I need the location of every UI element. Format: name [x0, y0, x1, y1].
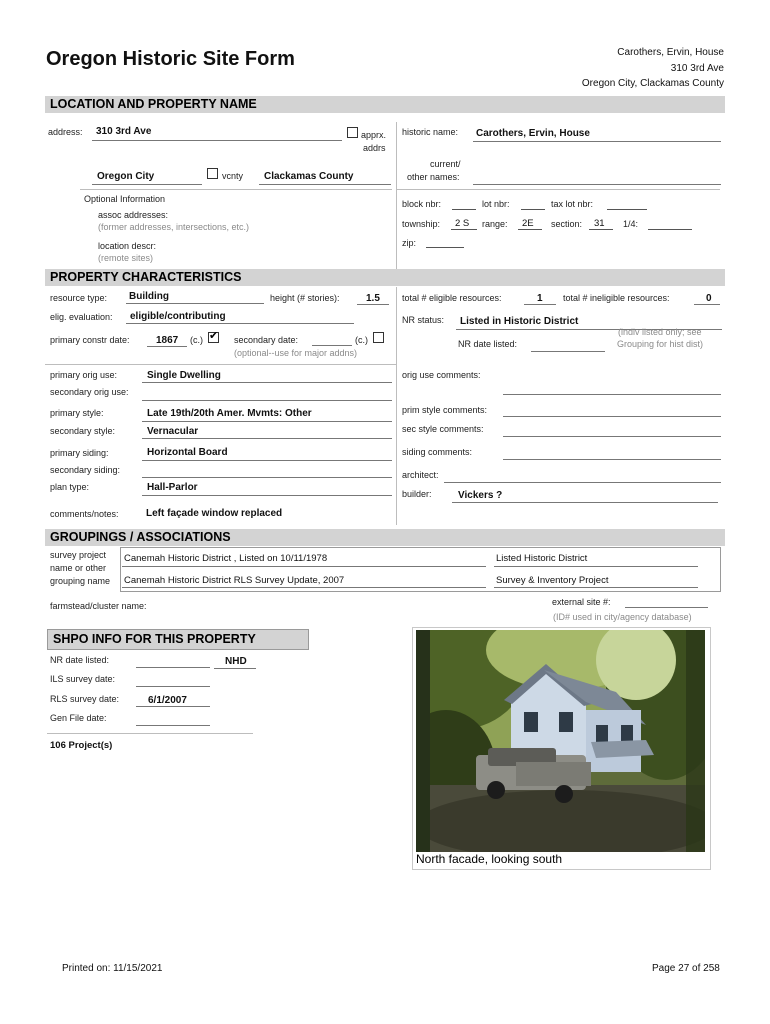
- rls-survey-label: RLS survey date:: [50, 694, 120, 704]
- indiv-hint-2: Grouping for hist dist): [617, 339, 704, 349]
- page-title: Oregon Historic Site Form: [46, 48, 295, 70]
- approx-address-checkbox[interactable]: [347, 127, 358, 138]
- builder-label: builder:: [402, 489, 432, 499]
- constr-circa-checkbox[interactable]: [208, 332, 219, 343]
- photo-frame: [412, 627, 711, 870]
- photo-caption: North facade, looking south: [416, 852, 563, 866]
- range-label: range:: [482, 219, 508, 229]
- shpo-nr-date-label: NR date listed:: [50, 655, 110, 665]
- current-label: current/: [430, 159, 461, 169]
- total-ineligible-label: total # ineligible resources:: [563, 293, 670, 303]
- printed-date: Printed on: 11/15/2021: [62, 963, 163, 974]
- address-label: address:: [48, 127, 83, 137]
- quarter-label: 1/4:: [623, 219, 639, 229]
- projects-label: 106 Project(s): [50, 740, 113, 751]
- farmstead-label: farmstead/cluster name:: [50, 601, 147, 611]
- city-value: Oregon City: [97, 171, 155, 182]
- comments-value: Left façade window replaced: [146, 508, 283, 519]
- block-nbr-label: block nbr:: [402, 199, 442, 209]
- secondary-siding-label: secondary siding:: [50, 465, 121, 475]
- constr-circa-label: (c.): [190, 335, 203, 345]
- total-ineligible-value: 0: [706, 293, 712, 304]
- location-descr-label: location descr:: [98, 241, 157, 251]
- siding-comments-label: siding comments:: [402, 447, 473, 457]
- groupings-section-header: GROUPINGS / ASSOCIATIONS: [45, 529, 725, 546]
- vicinity-label: vcnty: [222, 171, 244, 181]
- primary-siding-value: Horizontal Board: [147, 447, 228, 458]
- external-site-hint: (ID# used in city/agency database): [553, 612, 692, 622]
- orig-use-comments-label: orig use comments:: [402, 370, 481, 380]
- township-label: township:: [402, 219, 441, 229]
- constr-date-label: primary constr date:: [50, 335, 130, 345]
- township-value: 2 S: [455, 218, 470, 229]
- height-label: height (# stories):: [270, 293, 340, 303]
- total-eligible-label: total # eligible resources:: [402, 293, 502, 303]
- shpo-section-header: SHPO INFO FOR THIS PROPERTY: [47, 629, 309, 650]
- nr-status-label: NR status:: [402, 315, 445, 325]
- lot-nbr-label: lot nbr:: [482, 199, 510, 209]
- secondary-date-label: secondary date:: [234, 335, 299, 345]
- secondary-style-label: secondary style:: [50, 426, 116, 436]
- primary-style-value: Late 19th/20th Amer. Mvmts: Other: [147, 408, 312, 419]
- secondary-circa-label: (c.): [355, 335, 368, 345]
- section-label: section:: [551, 219, 583, 229]
- nr-date-label: NR date listed:: [458, 339, 518, 349]
- resource-type-label: resource type:: [50, 293, 108, 303]
- architect-label: architect:: [402, 470, 439, 480]
- approx-label: apprx.: [361, 130, 387, 140]
- property-section-header: PROPERTY CHARACTERISTICS: [45, 269, 725, 286]
- survey-label-line-1: survey project: [50, 550, 107, 560]
- other-names-label: other names:: [407, 172, 460, 182]
- secondary-circa-checkbox[interactable]: [373, 332, 384, 343]
- primary-orig-use-label: primary orig use:: [50, 370, 118, 380]
- addrs-label: addrs: [363, 143, 386, 153]
- total-eligible-value: 1: [537, 293, 543, 304]
- sec-style-comments-label: sec style comments:: [402, 424, 484, 434]
- resource-type-value: Building: [129, 291, 169, 302]
- plan-type-value: Hall-Parlor: [147, 482, 198, 493]
- range-value: 2E: [522, 218, 534, 229]
- county-value: Clackamas County: [264, 171, 354, 182]
- assoc-addresses-label: assoc addresses:: [98, 210, 169, 220]
- prim-style-comments-label: prim style comments:: [402, 405, 488, 415]
- header-property-name: Carothers, Ervin, House: [617, 47, 724, 58]
- gen-file-label: Gen File date:: [50, 713, 107, 723]
- survey-label-line-3: grouping name: [50, 576, 111, 586]
- ils-survey-label: ILS survey date:: [50, 674, 116, 684]
- header-property-address: 310 3rd Ave: [670, 63, 724, 74]
- historic-name-label: historic name:: [402, 127, 459, 137]
- historic-name-value: Carothers, Ervin, House: [476, 128, 590, 139]
- primary-orig-use-value: Single Dwelling: [147, 370, 221, 381]
- address-value: 310 3rd Ave: [96, 126, 152, 137]
- constr-date-value: 1867: [156, 335, 179, 346]
- grouping-row-type: Survey & Inventory Project: [496, 575, 609, 586]
- primary-style-label: primary style:: [50, 408, 104, 418]
- house-photo: [416, 630, 705, 852]
- survey-label-line-2: name or other: [50, 563, 107, 573]
- assoc-addresses-hint: (former addresses, intersections, etc.): [98, 222, 250, 232]
- grouping-row-name: Canemah Historic District RLS Survey Update, 2007: [124, 575, 345, 586]
- section-value: 31: [594, 218, 605, 229]
- header-city-county: Oregon City, Clackamas County: [581, 78, 724, 89]
- nr-status-value: Listed in Historic District: [460, 316, 579, 327]
- grouping-row-type: Listed Historic District: [496, 553, 588, 564]
- secondary-date-hint: (optional--use for major addns): [234, 348, 358, 358]
- height-value: 1.5: [366, 293, 380, 304]
- optional-info-label: Optional Information: [84, 194, 166, 204]
- comments-label: comments/notes:: [50, 509, 119, 519]
- indiv-hint-1: (indiv listed only; see: [618, 327, 702, 337]
- zip-label: zip:: [402, 238, 417, 248]
- plan-type-label: plan type:: [50, 482, 90, 492]
- grouping-row-name: Canemah Historic District , Listed on 10/11/1978: [124, 553, 328, 564]
- page-number: Page 27 of 258: [652, 963, 720, 974]
- vicinity-checkbox[interactable]: [207, 168, 218, 179]
- elig-eval-label: elig. evaluation:: [50, 312, 113, 322]
- primary-siding-label: primary siding:: [50, 448, 109, 458]
- location-section-header: LOCATION AND PROPERTY NAME: [45, 96, 725, 113]
- location-descr-hint: (remote sites): [98, 253, 154, 263]
- secondary-orig-use-label: secondary orig use:: [50, 387, 129, 397]
- tax-lot-label: tax lot nbr:: [551, 199, 594, 209]
- elig-eval-value: eligible/contributing: [130, 311, 226, 322]
- builder-value: Vickers ?: [458, 490, 503, 501]
- rls-survey-value: 6/1/2007: [148, 695, 187, 706]
- external-site-label: external site #:: [552, 597, 611, 607]
- secondary-style-value: Vernacular: [147, 426, 199, 437]
- shpo-nr-code: NHD: [225, 656, 247, 667]
